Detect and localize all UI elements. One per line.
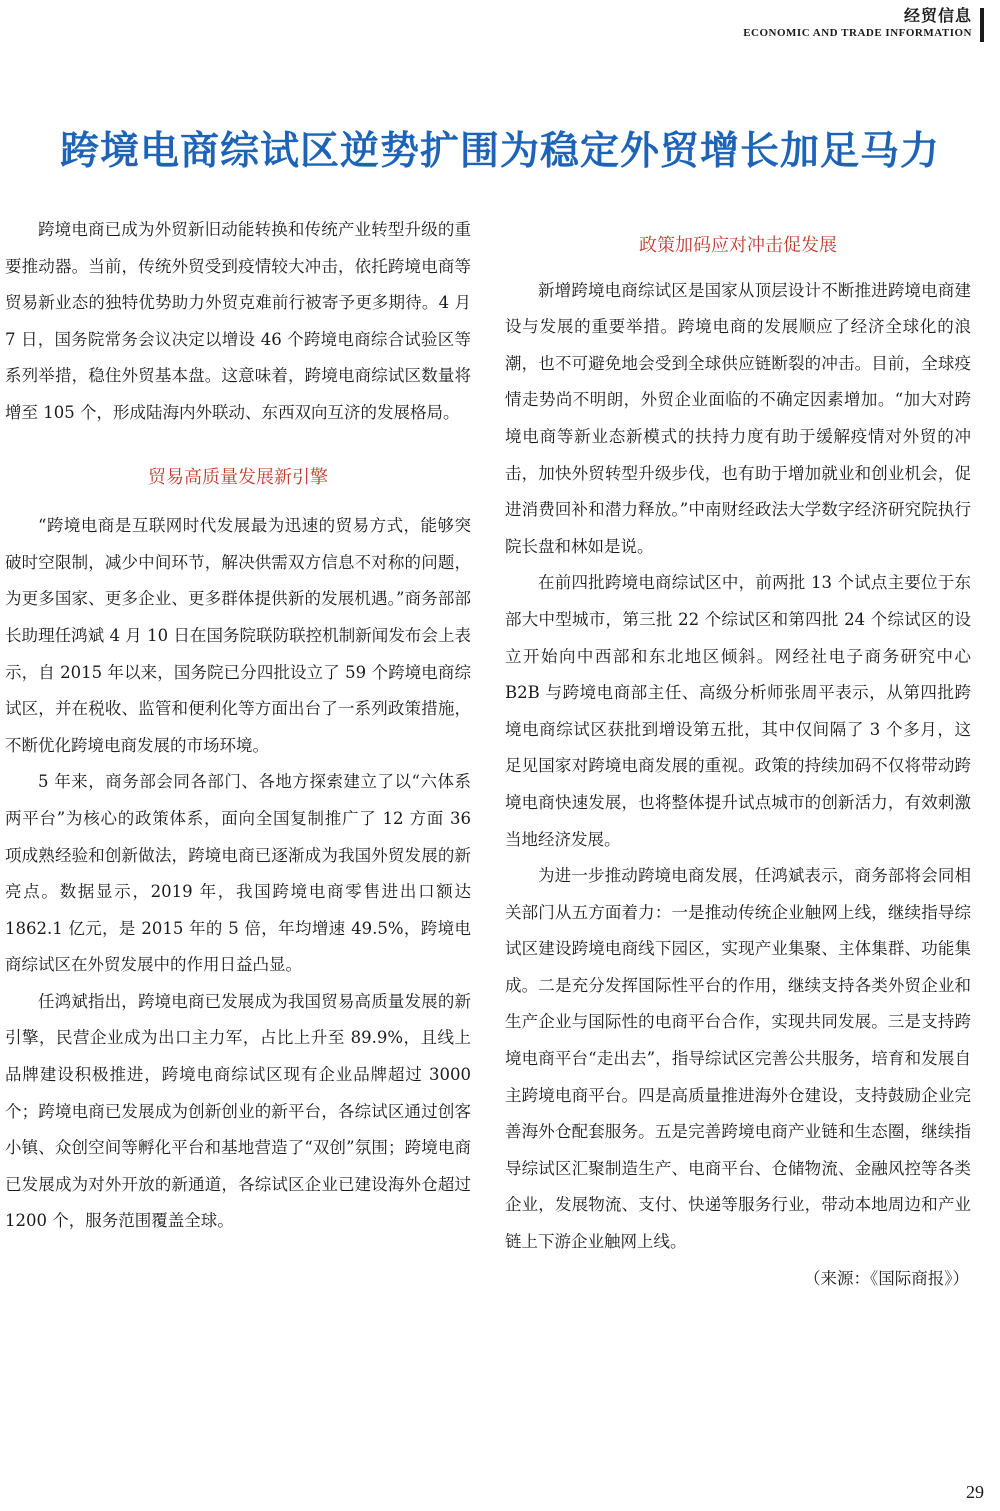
- section-heading-1: 贸易高质量发展新引擎: [148, 466, 328, 488]
- source-note: （来源：《国际商报》）: [804, 1268, 969, 1288]
- paragraph: 在前四批跨境电商综试区中，前两批 13 个试点主要位于东部大中型城市，第三批 22 个综试区和第四批 24 个综试区的设立开始向中西部和东北地区倾斜。网经社电子商务研究中心 B2B 与跨境电商部主任、高级分析师张周平表示，从第四批跨境电商综试区获批到增设第五批，其中仅间隔了 3 个多月，这足见国家对跨境电商发展的重视。政策的持续加码不仅将带动跨境电商快速发展，也将整体提升试点城市的创新活力，有效刺激当地经济发展。: [505, 573, 971, 849]
- header-divider-bar: [980, 8, 984, 42]
- paragraph: “跨境电商是互联网时代发展最为迅速的贸易方式，能够突破时空限制，减少中间环节，解决供需双方信息不对称的问题，为更多国家、更多企业、更多群体提供新的发展机遇。”商务部部长助理任鸿斌 4 月 10 日在国务院联防联控机制新闻发布会上表示，自 2015 年以来，国务院已分四批设立了 59 个跨境电商综试区，并在税收、监管和便利化等方面出台了一系列政策措施，不断优化跨境电商发展的市场环境。: [5, 516, 471, 755]
- paragraph: 新增跨境电商综试区是国家从顶层设计不断推进跨境电商建设与发展的重要举措。跨境电商的发展顺应了经济全球化的浪潮，也不可避免地会受到全球供应链断裂的冲击。目前，全球疫情走势尚不明朗，外贸企业面临的不确定因素增加。“加大对跨境电商等新业态新模式的扶持力度有助于缓解疫情对外贸的冲击，加快外贸转型升级步伐，也有助于增加就业和创业机会，促进消费回补和潜力释放。”中南财经政法大学数字经济研究院执行院长盘和林如是说。: [505, 280, 971, 556]
- paragraph: 为进一步推动跨境电商发展，任鸿斌表示，商务部将会同相关部门从五方面着力：一是推动传统企业触网上线，继续指导综试区建设跨境电商线下园区，实现产业集聚、主体集群、功能集成。二是充分发挥国际性平台的作用，继续支持各类外贸企业和生产企业与国际性的电商平台合作，实现共同发展。三是支持跨境电商平台“走出去”，指导综试区完善公共服务，培育和发展自主跨境电商平台。四是高质量推进海外仓建设，支持鼓励企业完善海外仓配套服务。五是完善跨境电商产业链和生态圈，继续指导综试区汇聚制造生产、电商平台、仓储物流、金融风控等各类企业，发展物流、支付、快递等服务行业，带动本地周边和产业链上下游企业触网上线。: [505, 866, 971, 1252]
- page-header: [743, 6, 972, 40]
- right-column: [505, 214, 971, 1297]
- page-number: 29: [966, 1482, 984, 1502]
- section-title: 经贸信息: [903, 6, 972, 25]
- paragraph: 5 年来，商务部会同各部门、各地方探索建立了以“六体系两平台”为核心的政策体系，面向全国复制推广了 12 方面 36 项成熟经验和创新做法，跨境电商已逐渐成为我国外贸发展的新亮点。数据显示，2019 年，我国跨境电商零售进出口额达 1862.1 亿元，是 2015 年的 5 倍，年均增速 49.5%，跨境电商综试区在外贸发展中的作用日益凸显。: [5, 772, 471, 975]
- article-title: 跨境电商综试区逆势扩围为稳定外贸增长加足马力: [59, 129, 940, 174]
- intro-paragraph: 跨境电商已成为外贸新旧动能转换和传统产业转型升级的重要推动器。当前，传统外贸受到疫情较大冲击，依托跨境电商等贸易新业态的独特优势助力外贸克难前行被寄予更多期待。4 月 7 日，国务院常务会议决定以增设 46 个跨境电商综合试验区等系列举措，稳住外贸基本盘。这意味着，跨境电商综试区数量将增至 105 个，形成陆海内外联动、东西双向互济的发展格局。: [5, 220, 471, 422]
- section-subtitle: ECONOMIC AND TRADE INFORMATION: [743, 27, 972, 39]
- left-column: [5, 212, 471, 1240]
- paragraph: 任鸿斌指出，跨境电商已发展成为我国贸易高质量发展的新引擎，民营企业成为出口主力军，占比上升至 89.9%，且线上品牌建设积极推进，跨境电商综试区现有企业品牌超过 3000 个；跨境电商已发展成为创新创业的新平台，各综试区通过创客小镇、众创空间等孵化平台和基地营造了“双创”氛围；跨境电商已发展成为对外开放的新通道，各综试区企业已建设海外仓超过 1200 个，服务范围覆盖全球。: [5, 991, 471, 1231]
- section-heading-2: 政策加码应对冲击促发展: [639, 235, 837, 256]
